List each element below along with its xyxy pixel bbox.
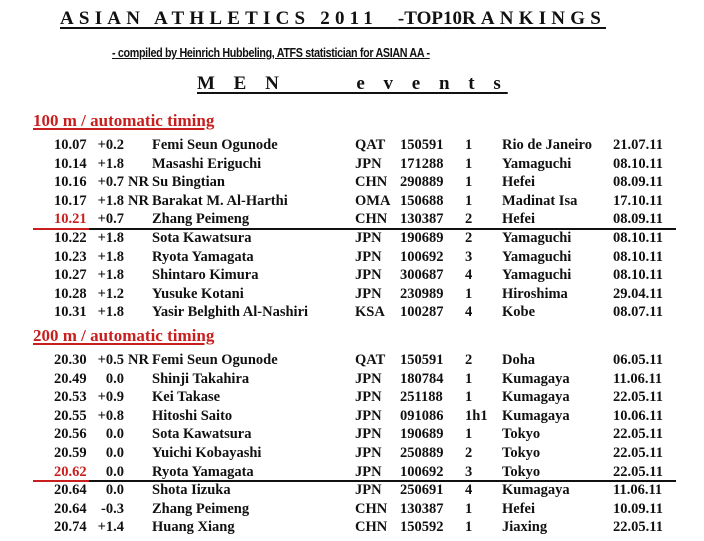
place: 4 [465, 482, 473, 498]
wind: +0.8 [97, 407, 124, 424]
mark: 10.17 [54, 192, 87, 209]
date: 08.09.11 [613, 174, 663, 191]
wind: +0.7 [97, 211, 124, 228]
birthdate: 180784 [400, 370, 444, 387]
birthdate: 171288 [400, 155, 444, 172]
venue: Yamaguchi [502, 155, 572, 172]
athlete-name: Barakat M. Al-Harthi [152, 192, 288, 209]
nation: OMA [355, 192, 391, 209]
nation: QAT [355, 137, 386, 153]
wind: 0.0 [105, 463, 124, 480]
table-row [0, 193, 704, 212]
venue: Tokyo [502, 426, 541, 443]
place: 3 [465, 463, 473, 480]
venue: Kobe [502, 304, 536, 321]
record-flag: NR [128, 174, 149, 191]
table-row [0, 137, 704, 156]
section-title-100m: 100 m / automatic timing [33, 111, 215, 130]
date: 10.06.11 [613, 407, 663, 424]
mark: 10.28 [54, 285, 87, 302]
mark: 10.07 [54, 137, 87, 153]
table-row [0, 519, 704, 538]
athlete-name: Zhang Peimeng [152, 500, 250, 517]
athlete-name: Huang Xiang [152, 519, 235, 536]
date: 08.10.11 [613, 248, 663, 265]
place: 3 [465, 248, 473, 265]
place: 1 [465, 174, 473, 191]
wind: +1.8 [97, 192, 124, 209]
athlete-name: Yuichi Kobayashi [152, 445, 262, 461]
title-number: 10 [442, 8, 462, 29]
table-row [0, 249, 704, 268]
record-flag: NR [128, 192, 149, 209]
wind: +0.7 [97, 174, 124, 191]
mark: 20.55 [54, 407, 87, 424]
athlete-name: Yusuke Kotani [152, 285, 244, 302]
venue: Kumagaya [502, 407, 570, 424]
category-heading: M E N e v e n t s [197, 73, 508, 94]
nation: JPN [355, 426, 382, 443]
nation: CHN [355, 174, 388, 191]
athlete-name: Sota Kawatsura [152, 426, 252, 443]
document-title [60, 8, 606, 30]
title-top: -TOP [397, 8, 443, 29]
nation: QAT [355, 352, 386, 368]
nation: JPN [355, 230, 382, 246]
nation: CHN [355, 211, 388, 228]
place: 4 [465, 304, 473, 321]
date: 29.04.11 [613, 285, 663, 302]
nation: JPN [355, 407, 382, 424]
venue: Hefei [502, 174, 536, 191]
athlete-name: Kei Takase [152, 389, 221, 406]
venue: Hiroshima [502, 285, 568, 302]
birthdate: 230989 [400, 285, 444, 302]
athlete-name: Ryota Yamagata [152, 463, 254, 480]
birthdate: 130387 [400, 500, 444, 517]
wind: 0.0 [105, 445, 124, 461]
date: 21.07.11 [613, 137, 663, 153]
place: 2 [465, 211, 473, 228]
nation: JPN [355, 389, 382, 406]
venue: Jiaxing [502, 519, 548, 536]
place: 1 [465, 389, 473, 406]
venue: Yamaguchi [502, 248, 572, 265]
table-row [0, 304, 704, 323]
place: 1h1 [465, 407, 488, 424]
nation: CHN [355, 500, 388, 517]
birthdate: 100287 [400, 304, 444, 321]
birthdate: 190689 [400, 426, 444, 443]
athlete-name: Shota Iizuka [152, 482, 231, 498]
date: 17.10.11 [613, 192, 663, 209]
mark: 20.30 [54, 352, 87, 368]
wind: +1.8 [97, 230, 124, 246]
venue: Kumagaya [502, 370, 570, 387]
place: 2 [465, 445, 473, 461]
birthdate: 300687 [400, 267, 444, 284]
place: 4 [465, 267, 473, 284]
place: 2 [465, 230, 473, 246]
wind: +1.4 [97, 519, 124, 536]
mark: 20.59 [54, 445, 87, 461]
venue: Madinat Isa [502, 192, 578, 209]
athlete-name: Hitoshi Saito [152, 407, 233, 424]
wind: +1.8 [97, 267, 124, 284]
birthdate: 150591 [400, 352, 444, 368]
table-row [0, 267, 704, 286]
mark: 10.21 [54, 211, 87, 228]
nation: JPN [355, 248, 382, 265]
document-subtitle: - compiled by Heinrich Hubbeling, ATFS statistician for ASIAN AA - [112, 46, 430, 60]
venue: Doha [502, 352, 536, 368]
birthdate: 130387 [400, 211, 444, 228]
athlete-name: Zhang Peimeng [152, 211, 250, 228]
venue: Kumagaya [502, 482, 570, 498]
date: 22.05.11 [613, 463, 663, 480]
wind: 0.0 [105, 482, 124, 498]
place: 1 [465, 192, 473, 209]
mark: 20.74 [54, 519, 87, 536]
athlete-name: Femi Seun Ogunode [152, 352, 278, 368]
table-row [0, 371, 704, 390]
venue: Yamaguchi [502, 230, 572, 246]
mark: 10.31 [54, 304, 87, 321]
place: 1 [465, 285, 473, 302]
athlete-name: Masashi Eriguchi [152, 155, 262, 172]
mark: 20.53 [54, 389, 87, 406]
wind: +1.8 [97, 304, 124, 321]
date: 08.07.11 [613, 304, 663, 321]
wind: 0.0 [105, 426, 124, 443]
birthdate: 250691 [400, 482, 444, 498]
table-row [0, 482, 704, 501]
birthdate: 290889 [400, 174, 444, 191]
athlete-name: Su Bingtian [152, 174, 225, 191]
wind: +0.9 [97, 389, 124, 406]
date: 08.10.11 [613, 155, 663, 172]
wind: +0.5 [97, 352, 124, 368]
birthdate: 100692 [400, 248, 444, 265]
mark: 10.23 [54, 248, 87, 265]
nation: JPN [355, 267, 382, 284]
place: 1 [465, 155, 473, 172]
date: 22.05.11 [613, 519, 663, 536]
date: 08.09.11 [613, 211, 663, 228]
mark: 20.56 [54, 426, 87, 443]
birthdate: 190689 [400, 230, 444, 246]
birthdate: 150688 [400, 192, 444, 209]
mark: 10.27 [54, 267, 87, 284]
table-row [0, 230, 704, 249]
wind: +0.2 [97, 137, 124, 153]
venue: Kumagaya [502, 389, 570, 406]
athlete-name: Ryota Yamagata [152, 248, 254, 265]
mark: 10.22 [54, 230, 87, 246]
date: 06.05.11 [613, 352, 663, 368]
date: 22.05.11 [613, 426, 663, 443]
nation: JPN [355, 463, 382, 480]
nation: JPN [355, 285, 382, 302]
date: 08.10.11 [613, 267, 663, 284]
birthdate: 100692 [400, 463, 444, 480]
mark: 20.49 [54, 370, 87, 387]
nation: JPN [355, 445, 382, 461]
section-title-200m: 200 m / automatic timing [33, 326, 215, 345]
table-row [0, 426, 704, 445]
wind: +1.8 [97, 248, 124, 265]
date: 10.09.11 [613, 500, 663, 517]
place: 1 [465, 500, 473, 517]
birthdate: 250889 [400, 445, 444, 461]
wind: +1.8 [97, 155, 124, 172]
table-row [0, 174, 704, 193]
table-row [0, 352, 704, 371]
record-flag: NR [128, 352, 149, 368]
mark: 20.64 [54, 500, 87, 517]
birthdate: 150591 [400, 137, 444, 153]
mark: 20.64 [54, 482, 87, 498]
mark: 10.14 [54, 155, 87, 172]
table-row [0, 156, 704, 175]
place: 1 [465, 137, 473, 153]
nation: JPN [355, 370, 382, 387]
venue: Hefei [502, 211, 536, 228]
wind: -0.3 [101, 500, 124, 517]
venue: Yamaguchi [502, 267, 572, 284]
birthdate: 091086 [400, 407, 444, 424]
table-row [0, 408, 704, 427]
athlete-name: Sota Kawatsura [152, 230, 252, 246]
date: 11.06.11 [613, 370, 663, 387]
place: 1 [465, 370, 473, 387]
table-row [0, 389, 704, 408]
athlete-name: Yasir Belghith Al-Nashiri [152, 304, 309, 321]
title-main: ASIAN ATHLETICS 2011 [60, 8, 378, 29]
table-row [0, 501, 704, 520]
nation: JPN [355, 155, 382, 172]
place: 1 [465, 519, 473, 536]
nation: JPN [355, 482, 382, 498]
venue: Hefei [502, 500, 536, 517]
date: 22.05.11 [613, 445, 663, 461]
venue: Rio de Janeiro [502, 137, 592, 153]
birthdate: 251188 [400, 389, 443, 406]
table-row [0, 286, 704, 305]
nation: CHN [355, 519, 388, 536]
date: 22.05.11 [613, 389, 663, 406]
venue: Tokyo [502, 463, 541, 480]
birthdate: 150592 [400, 519, 444, 536]
date: 08.10.11 [613, 230, 663, 246]
athlete-name: Shinji Takahira [152, 370, 250, 387]
venue: Tokyo [502, 445, 541, 461]
date: 11.06.11 [613, 482, 663, 498]
wind: +1.2 [97, 285, 124, 302]
wind: 0.0 [105, 370, 124, 387]
place: 1 [465, 426, 473, 443]
athlete-name: Shintaro Kimura [152, 267, 259, 284]
mark: 20.62 [54, 463, 87, 480]
table-row [0, 445, 704, 464]
mark: 10.16 [54, 174, 87, 191]
athlete-name: Femi Seun Ogunode [152, 137, 278, 153]
title-rankings: RANKINGS [461, 8, 606, 29]
place: 2 [465, 352, 473, 368]
nation: KSA [355, 304, 385, 321]
